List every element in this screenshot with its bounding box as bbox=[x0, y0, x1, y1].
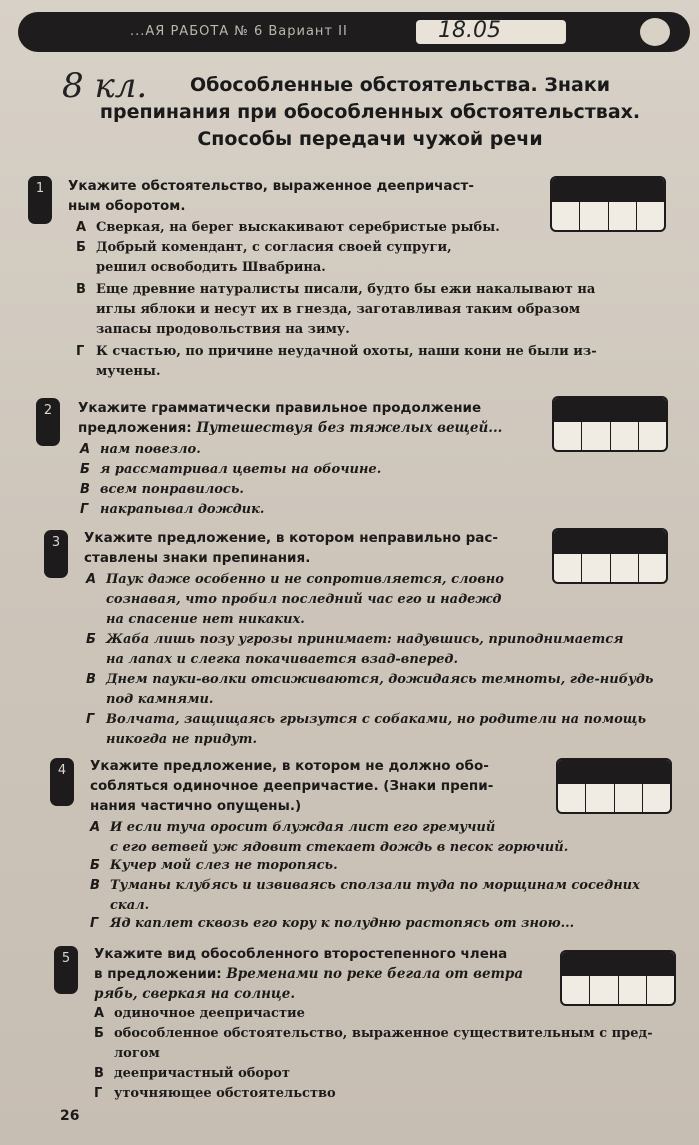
option-1b: Б Добрый комендант, с согласия своей супруги, решил освободить Швабрина. bbox=[76, 240, 452, 275]
option-5b: Б обособленное обстоятельство, выраженное существительным с пред- логом bbox=[94, 1026, 653, 1061]
q-line: собляться одиночное деепричастие. (Знаки препи- bbox=[90, 778, 494, 794]
option-4b: Б Кучер мой слез не торопясь. bbox=[90, 858, 338, 873]
option-3d: Г Волчата, защищаясь грызутся с собаками, но родители на помощь никогда не придут. bbox=[86, 712, 647, 747]
answer-grid-2[interactable] bbox=[552, 396, 668, 452]
q-line: Укажите вид обособленного второстепенного члена bbox=[94, 946, 508, 962]
task-2-question bbox=[78, 398, 502, 438]
option-5c: В деепричастный оборот bbox=[94, 1066, 290, 1081]
option-1a: А Сверкая, на берег выскакивают серебристые рыбы. bbox=[76, 220, 500, 235]
task-number-5: 5 bbox=[54, 946, 78, 994]
q-sentence: Путешествуя без тяжелых вещей... bbox=[196, 420, 503, 436]
option-2d: Г накрапывал дождик. bbox=[80, 502, 265, 517]
task-3-question bbox=[84, 528, 498, 568]
handwritten-grade: 8 кл. bbox=[62, 66, 148, 106]
option-2c: В всем понравилось. bbox=[80, 482, 244, 497]
q-sentence: рябь, сверкая на солнце. bbox=[94, 986, 296, 1002]
title-line-2: препинания при обособленных обстоятельствах. bbox=[99, 101, 641, 123]
option-3c: В Днем пауки-волки отсиживаются, дожидаясь темноты, где-нибудь под камнями. bbox=[86, 672, 654, 707]
title-line-3: Способы передачи чужой речи bbox=[197, 128, 543, 150]
q-line: Укажите предложение, в котором неправильно рас- bbox=[84, 530, 498, 546]
q-sentence: Временами по реке бегала от ветра bbox=[226, 966, 524, 982]
q-line: Укажите обстоятельство, выраженное деепричаст- bbox=[68, 178, 474, 194]
title-line-1: Обособленные обстоятельства. Знаки bbox=[189, 74, 611, 96]
task-number-4: 4 bbox=[50, 758, 74, 806]
answer-grid-5[interactable] bbox=[560, 950, 676, 1006]
answer-grid-3[interactable] bbox=[552, 528, 668, 584]
q-line: предложения: bbox=[78, 420, 197, 436]
option-1d: Г К счастью, по причине неудачной охоты, наши кони не были из- мучены. bbox=[76, 344, 597, 379]
page-title bbox=[70, 72, 670, 153]
option-2b: Б я рассматривал цветы на обочине. bbox=[80, 462, 382, 477]
q-line: ставлены знаки препинания. bbox=[84, 550, 311, 566]
option-3b: Б Жаба лишь позу угрозы принимает: надувшись, приподнимается на лапах и слегка покачивается взад-вперед. bbox=[86, 632, 624, 667]
task-4-question bbox=[90, 756, 493, 816]
page-number: 26 bbox=[60, 1108, 80, 1124]
answer-grid-1[interactable] bbox=[550, 176, 666, 232]
option-4a: А И если туча оросит блуждая лист его гремучий с его ветвей уж ядовит стекает дождь в песок горючий. bbox=[90, 820, 569, 855]
option-4d: Г Яд каплет сквозь его кору к полудню растопясь от зною... bbox=[90, 916, 575, 931]
header-circle bbox=[640, 18, 670, 46]
q-line: нания частично опущены.) bbox=[90, 798, 302, 814]
handwritten-date: 18.05 bbox=[438, 18, 501, 43]
option-2a: А нам повезло. bbox=[80, 442, 201, 457]
task-number-1: 1 bbox=[28, 176, 52, 224]
option-5a: А одиночное деепричастие bbox=[94, 1006, 305, 1021]
q-line: Укажите предложение, в котором не должно обо- bbox=[90, 758, 489, 774]
work-label: ...АЯ РАБОТА № 6 Вариант II bbox=[130, 24, 348, 39]
option-5d: Г уточняющее обстоятельство bbox=[94, 1086, 336, 1101]
task-number-2: 2 bbox=[36, 398, 60, 446]
answer-grid-4[interactable] bbox=[556, 758, 672, 814]
option-1c: В Еще древние натуралисты писали, будто бы ежи накалывают на иглы яблоки и несут их в гнезда, заготавливая таким образом запасы продовольствия на зиму. bbox=[76, 282, 596, 337]
q-line: ным оборотом. bbox=[68, 198, 186, 214]
task-5-question bbox=[94, 944, 523, 1004]
task-1-question bbox=[68, 176, 474, 216]
task-number-3: 3 bbox=[44, 530, 68, 578]
date-field bbox=[416, 20, 566, 44]
q-line: Укажите грамматически правильное продолжение bbox=[78, 400, 482, 416]
option-3a: А Паук даже особенно и не сопротивляется, словно сознавая, что пробил последний час его и надежд на спасение нет никаких. bbox=[86, 572, 504, 627]
q-line: в предложении: bbox=[94, 966, 227, 982]
header-bar bbox=[18, 12, 690, 52]
option-4c: В Туманы клубясь и извиваясь сползали туда по морщинам соседних скал. bbox=[90, 878, 640, 913]
